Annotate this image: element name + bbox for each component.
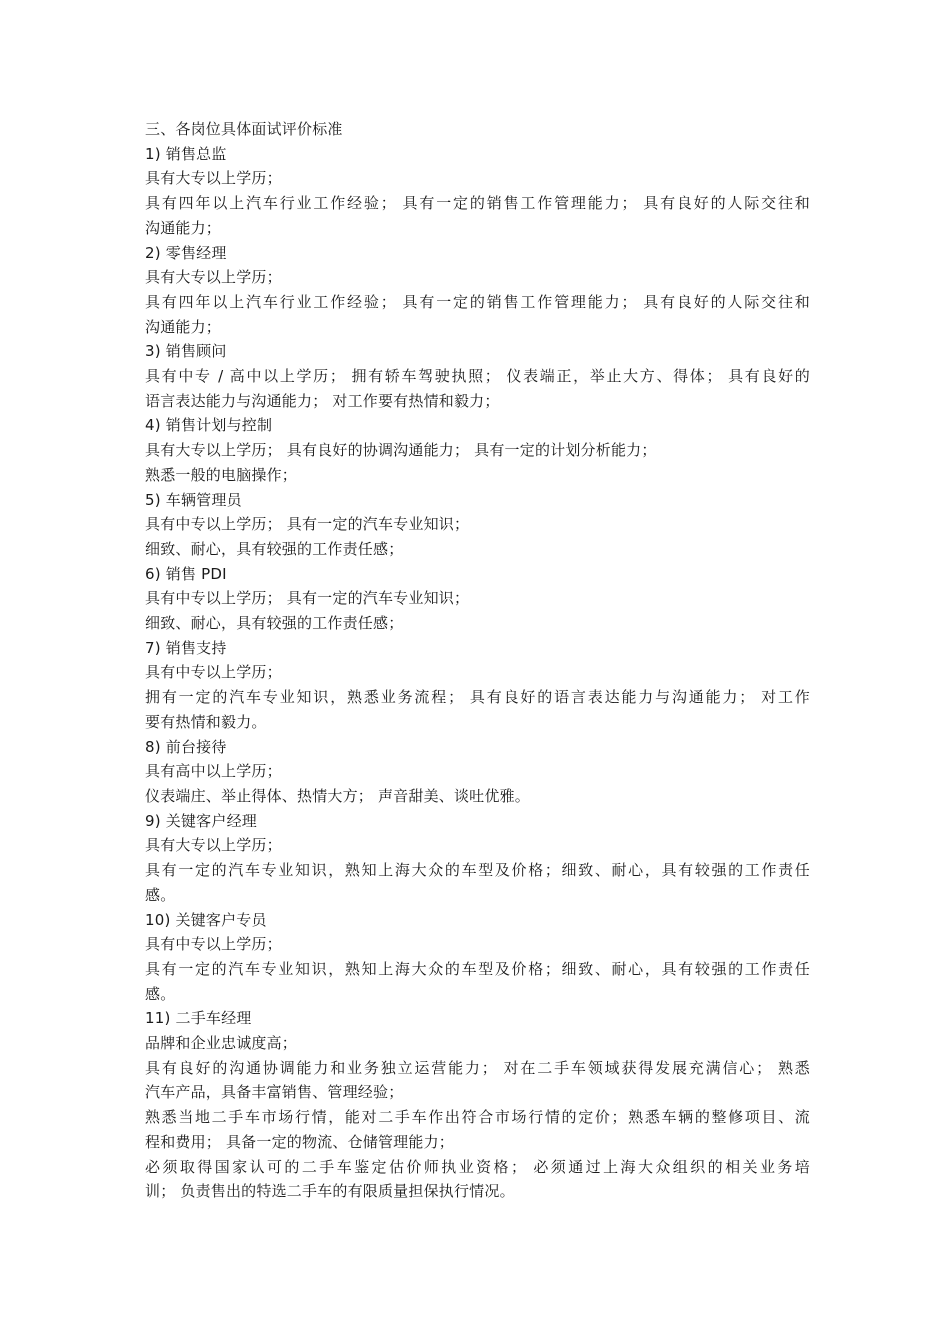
text-line: 具有高中以上学历；	[145, 762, 282, 781]
text-line: 感。	[145, 885, 176, 904]
text-line: 程和费用； 具备一定的物流、仓储管理能力；	[145, 1132, 454, 1151]
text-line: 仪表端庄、举止得体、热情大方； 声音甜美、谈吐优雅。	[145, 786, 530, 805]
text-line: 沟通能力；	[145, 218, 222, 237]
text-line: 具有良好的沟通协调能力和业务独立运营能力； 对在二手车领域获得发展充满信心； 熟悉	[145, 1058, 810, 1077]
text-line: 具有中专以上学历； 具有一定的汽车专业知识；	[145, 515, 470, 534]
text-line: 具有中专以上学历；	[145, 663, 282, 682]
text-line: 6) 销售 PDI	[145, 564, 227, 583]
text-line: 具有一定的汽车专业知识，熟知上海大众的车型及价格；细致、耐心，具有较强的工作责任	[145, 861, 810, 880]
text-line: 沟通能力；	[145, 317, 222, 336]
text-line: 拥有一定的汽车专业知识，熟悉业务流程； 具有良好的语言表达能力与沟通能力； 对工作	[145, 688, 810, 707]
text-line: 品牌和企业忠诚度高；	[145, 1034, 298, 1053]
text-line: 汽车产品，具备丰富销售、管理经验；	[145, 1083, 404, 1102]
text-line: 10) 关键客户专员	[145, 910, 267, 929]
text-line: 具有四年以上汽车行业工作经验； 具有一定的销售工作管理能力； 具有良好的人际交往和	[145, 292, 810, 311]
text-line: 3) 销售顾问	[145, 342, 227, 361]
text-line: 8) 前台接待	[145, 737, 227, 756]
text-line: 具有大专以上学历；	[145, 836, 282, 855]
text-line: 必须取得国家认可的二手车鉴定估价师执业资格； 必须通过上海大众组织的相关业务培	[145, 1157, 810, 1176]
text-line: 感。	[145, 984, 176, 1003]
document-body	[145, 117, 810, 1204]
text-line: 熟悉一般的电脑操作；	[145, 465, 298, 484]
text-line: 11) 二手车经理	[145, 1009, 252, 1028]
text-line: 具有中专以上学历；	[145, 935, 282, 954]
text-line: 熟悉当地二手车市场行情，能对二手车作出符合市场行情的定价；熟悉车辆的整修项目、流	[145, 1108, 810, 1127]
text-line: 5) 车辆管理员	[145, 490, 242, 509]
text-line: 1) 销售总监	[145, 144, 227, 163]
text-line: 9) 关键客户经理	[145, 811, 257, 830]
text-line: 细致、耐心，具有较强的工作责任感；	[145, 614, 404, 633]
text-line: 具有大专以上学历；	[145, 268, 282, 287]
text-line: 要有热情和毅力。	[145, 712, 267, 731]
text-line: 具有一定的汽车专业知识，熟知上海大众的车型及价格；细致、耐心，具有较强的工作责任	[145, 959, 810, 978]
text-line: 训； 负责售出的特选二手车的有限质量担保执行情况。	[145, 1182, 515, 1201]
text-line: 具有中专以上学历； 具有一定的汽车专业知识；	[145, 589, 470, 608]
text-line: 7) 销售支持	[145, 638, 227, 657]
text-line: 具有四年以上汽车行业工作经验； 具有一定的销售工作管理能力； 具有良好的人际交往和	[145, 194, 810, 213]
text-line: 具有大专以上学历； 具有良好的协调沟通能力； 具有一定的计划分析能力；	[145, 441, 657, 460]
text-line: 2) 零售经理	[145, 243, 227, 262]
text-line: 语言表达能力与沟通能力； 对工作要有热情和毅力；	[145, 391, 500, 410]
text-line: 具有中专 / 高中以上学历； 拥有轿车驾驶执照； 仪表端正，举止大方、得体； 具有良好的	[145, 367, 810, 386]
text-line: 4) 销售计划与控制	[145, 416, 273, 435]
text-line: 三、各岗位具体面试评价标准	[145, 120, 343, 138]
text-line: 具有大专以上学历；	[145, 169, 282, 188]
text-line: 细致、耐心，具有较强的工作责任感；	[145, 539, 404, 558]
